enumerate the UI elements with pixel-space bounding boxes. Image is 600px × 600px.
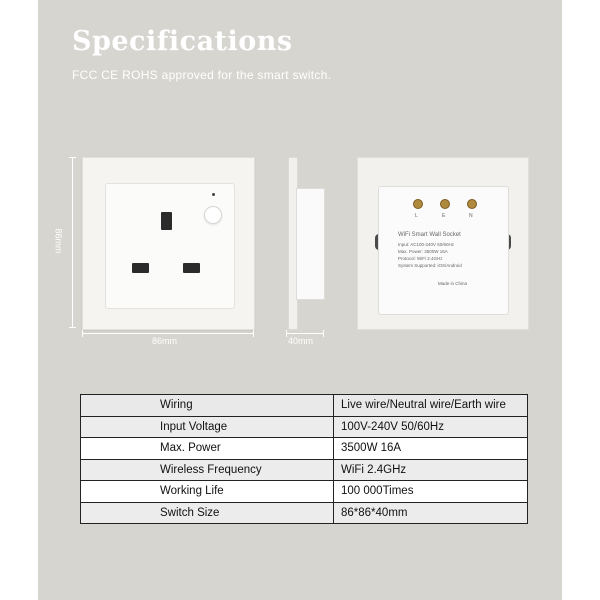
height-dimension-tick-bottom	[69, 327, 76, 328]
socket-face	[105, 183, 235, 309]
width-dimension-tick-left	[82, 330, 83, 337]
terminal-label-n: N	[469, 213, 473, 219]
socket-front-view	[82, 157, 255, 330]
height-dimension-label: 86mm	[53, 228, 64, 254]
depth-dimension-tick-left	[286, 330, 287, 337]
spec-row	[81, 395, 528, 417]
label-input: Input: AC100-240V 50/60Hz	[398, 242, 455, 247]
spec-key: Wireless Frequency	[81, 459, 334, 481]
label-made-in: Made in China	[438, 281, 468, 286]
product-label	[398, 232, 478, 294]
terminal-screw-e	[440, 199, 450, 209]
label-protocol: Protocol: WiFi 2.4GHz	[398, 256, 443, 261]
spec-key: Input Voltage	[81, 416, 334, 438]
spec-key: Working Life	[81, 481, 334, 503]
spec-value: 100V-240V 50/60Hz	[334, 416, 528, 438]
spec-value: 3500W 16A	[334, 438, 528, 460]
label-system: System Supported: iOS/Android	[398, 263, 462, 268]
width-dimension-line	[82, 333, 254, 334]
height-dimension-line	[72, 157, 73, 328]
depth-dimension-tick-right	[323, 330, 324, 337]
terminal-label-e: E	[442, 213, 446, 219]
height-dimension-tick-top	[69, 157, 76, 158]
label-product-name: WiFi Smart Wall Socket	[398, 232, 461, 238]
spec-value: WiFi 2.4GHz	[334, 459, 528, 481]
socket-side-body	[296, 188, 325, 300]
earth-pin-slot	[161, 212, 172, 230]
neutral-pin-slot	[183, 263, 200, 273]
label-max-power: Max. Power: 3500W 16A	[398, 249, 448, 254]
page-subtitle: FCC CE ROHS approved for the smart switch.	[72, 68, 332, 82]
width-dimension-label: 86mm	[152, 336, 178, 346]
spec-value: 100 000Times	[334, 481, 528, 503]
spec-row	[81, 438, 528, 460]
page-title: Specifications	[72, 26, 293, 57]
spec-value: Live wire/Neutral wire/Earth wire	[334, 395, 528, 417]
spec-row	[81, 481, 528, 503]
spec-row	[81, 502, 528, 524]
specs-table	[80, 394, 528, 524]
terminal-screw-n	[467, 199, 477, 209]
width-dimension-tick-right	[253, 330, 254, 337]
spec-row	[81, 459, 528, 481]
spec-key: Switch Size	[81, 502, 334, 524]
spec-row	[81, 416, 528, 438]
touch-button	[204, 206, 222, 224]
socket-back-view	[357, 157, 529, 330]
live-pin-slot	[132, 263, 149, 273]
depth-dimension-line	[286, 333, 324, 334]
spec-key: Max. Power	[81, 438, 334, 460]
spec-key: Wiring	[81, 395, 334, 417]
terminal-screw-l	[413, 199, 423, 209]
depth-dimension-label: 40mm	[288, 336, 314, 346]
spec-value: 86*86*40mm	[334, 502, 528, 524]
terminal-label-l: L	[415, 213, 418, 219]
led-indicator-icon	[212, 193, 215, 196]
